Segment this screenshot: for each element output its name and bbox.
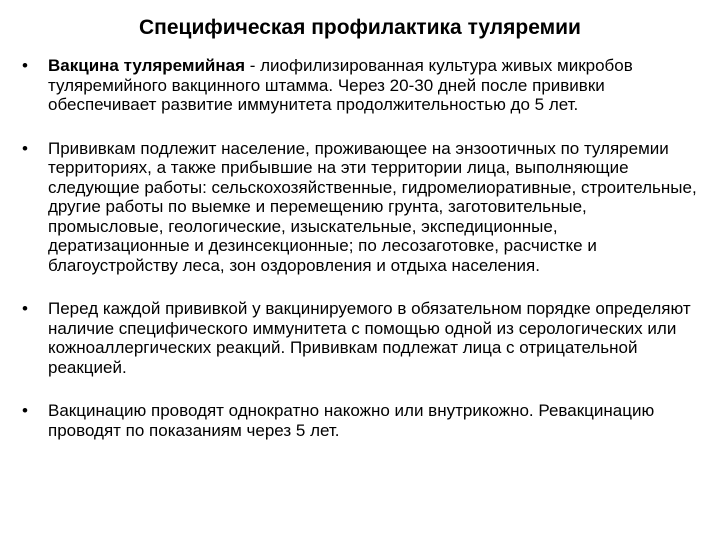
bullet-marker: •	[22, 56, 28, 75]
bullet-text: Перед каждой прививкой у вакцинируемого в обязательном порядке определяют наличие специфического иммунитета с помощью одной из серологических или кожноаллергических реакций. Прививкам подлежат лица с отрицательной реакцией.	[48, 299, 691, 377]
bullet-item-population	[22, 139, 702, 276]
bullet-bold-term: Вакцина туляремийная	[48, 56, 246, 75]
bullet-marker: •	[22, 401, 28, 420]
bullet-text: Вакцинацию проводят однократно накожно или внутрикожно. Ревакцинацию проводят по показаниям через 5 лет.	[48, 401, 655, 440]
bullet-item-immunity-check	[22, 299, 702, 377]
bullet-item-vaccine	[22, 56, 702, 115]
bullet-marker: •	[22, 299, 28, 318]
slide-title: Специфическая профилактика туляремии	[139, 16, 581, 39]
bullet-marker: •	[22, 138, 28, 158]
bullet-text: Прививкам подлежит население, проживающее на энзоотичных по туляремии территориях, а также прибывшие на эти территории лица, выполняющие следующие работы: сельскохозяйственные, гидромелиоративные, строительные, другие работы по выемке и перемещению грунта, заготовительные, промысловые, геологические, изыскательные, экспедиционные, дератизационные и дезинсекционные; по лесозаготовке, расчистке и благоустройству леса, зон оздоровления и отдыха населения.	[48, 138, 697, 275]
bullet-list	[22, 56, 702, 440]
bullet-text: - лиофилизированная культура живых микробов туляремийного вакцинного штамма. Через 20-30 дней после прививки обеспечивает развитие иммунитета продолжительностью до 5 лет.	[48, 56, 633, 114]
bullet-item-vaccination	[22, 401, 702, 440]
